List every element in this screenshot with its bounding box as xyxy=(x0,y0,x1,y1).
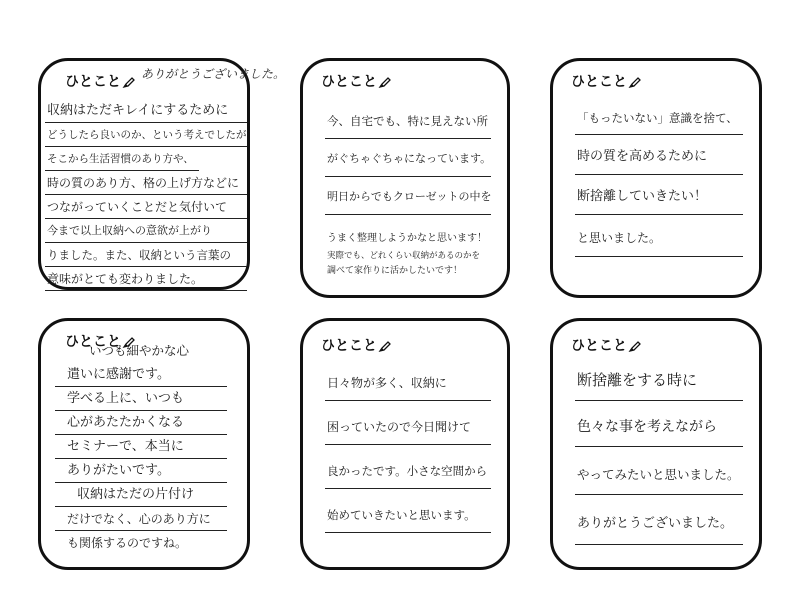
comment-line: 断捨離をする時に xyxy=(575,359,743,401)
card-title-text: ひとこと xyxy=(321,338,377,354)
comment-line: うまく整理しようかなと思います！ xyxy=(327,233,487,244)
comment-line: 日々物が多く、収納に xyxy=(325,365,491,401)
comment-line: 「もったいない」意識を捨て、 xyxy=(575,101,743,135)
pencil-icon xyxy=(379,76,391,92)
comment-line: りました。また、収納という言葉の xyxy=(45,243,247,267)
comment-line: セミナーで、本当に xyxy=(55,435,227,459)
pencil-icon xyxy=(629,340,641,356)
comment-card-2 xyxy=(300,58,510,298)
comment-line: 時の質のあり方、格の上げ方などに xyxy=(45,171,247,195)
comment-line: 困っていたので今日聞けて xyxy=(325,409,491,445)
comment-line: 学べる上に、いつも xyxy=(55,387,227,411)
comment-line: と思いました。 xyxy=(575,219,743,257)
thanks-note: ありがとうございました。 xyxy=(141,67,286,81)
comment-line: 良かったです。小さな空間から xyxy=(325,453,491,489)
card-title-text: ひとこと xyxy=(321,74,377,90)
card-title xyxy=(571,335,641,356)
card-title xyxy=(321,335,391,356)
comment-line: 色々な事を考えながら xyxy=(575,407,743,447)
card-title-text: ひとこと xyxy=(65,334,121,350)
comment-line: 心があたたかくなる xyxy=(55,411,227,435)
comment-line: 今、自宅でも、特に見えない所 xyxy=(325,103,491,139)
comment-line: どうしたら良いのか、という考えでしたが xyxy=(45,123,247,147)
comment-line: やってみたいと思いました。 xyxy=(575,455,743,495)
comment-line: 明日からでもクローゼットの中を xyxy=(325,179,491,215)
comment-card-4 xyxy=(38,318,250,570)
comment-line: 始めていきたいと思います。 xyxy=(325,497,491,533)
comment-line: 断捨離していきたい！ xyxy=(575,179,743,215)
comment-card-6 xyxy=(550,318,762,570)
card-title xyxy=(321,71,391,92)
comment-card-3 xyxy=(550,58,762,298)
comment-line: 調べて家作りに活かしたいです！ xyxy=(327,266,463,276)
card-title-text: ひとこと xyxy=(571,338,627,354)
comment-line: ありがとうございました。 xyxy=(575,503,743,545)
comment-line: 実際でも、どれくらい収納があるのかを xyxy=(327,251,481,261)
card-title xyxy=(571,71,641,92)
pencil-icon xyxy=(379,340,391,356)
comment-line: 遣いに感謝です。 xyxy=(55,363,227,387)
card-title-text: ひとこと xyxy=(65,74,121,90)
pencil-icon xyxy=(629,76,641,92)
comment-line: 今まで以上収納への意欲が上がり xyxy=(45,219,247,243)
comment-card-5 xyxy=(300,318,510,570)
comment-line: そこから生活習慣のあり方や、 xyxy=(45,147,199,171)
comment-line: 収納はただキレイにするために xyxy=(45,99,247,123)
comment-line: 意味がとても変わりました。 xyxy=(45,267,247,291)
comment-line: いつも細やかな心 xyxy=(89,343,190,358)
comment-line: つながっていくことだと気付いて xyxy=(45,195,247,219)
pencil-icon xyxy=(123,76,135,92)
comment-line: 収納はただの片付け xyxy=(55,483,227,507)
comment-line: がぐちゃぐちゃになっています。 xyxy=(325,141,491,177)
comment-line: 時の質を高めるために xyxy=(575,139,743,175)
comment-line: も関係するのですね。 xyxy=(67,536,188,550)
comment-line: だけでなく、心のあり方に xyxy=(55,507,227,531)
comment-card-1 xyxy=(38,58,286,290)
comment-line: ありがたいです。 xyxy=(55,459,227,483)
card-title-text: ひとこと xyxy=(571,74,627,90)
card-title xyxy=(65,71,135,92)
